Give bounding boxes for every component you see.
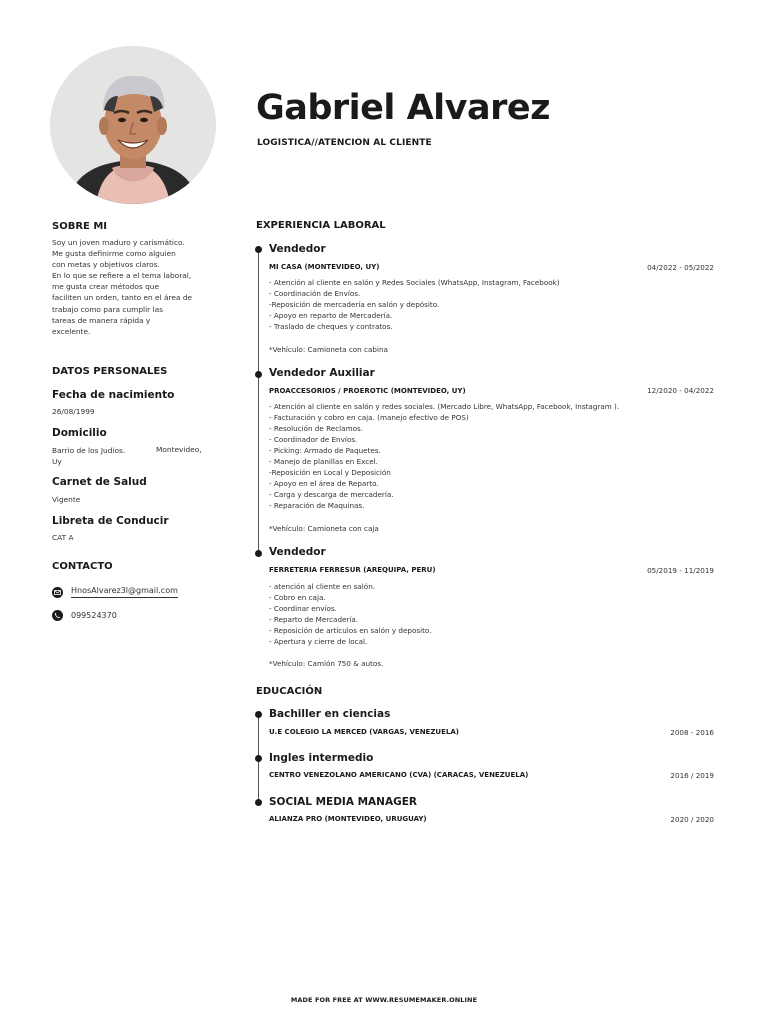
education-dates: 2008 - 2016 [670,728,714,737]
contact-title: CONTACTO [52,561,113,572]
drivers-license-value: CAT A [52,533,74,542]
education-institution: U.E COLEGIO LA MERCED (VARGAS, VENEZUELA) [269,728,459,736]
job-duty: - Facturación y cobro en caja. (manejo efectivo de POS) [269,413,469,422]
job-duty: - Apoyo en reparto de Mercadería. [269,311,393,320]
email-link[interactable]: HnosAlvarez3l@gmail.com [71,586,178,598]
job-duty: -Reposición en Local y Deposición [269,468,391,477]
education-title-item: Ingles intermedio [269,752,374,764]
job-title: Vendedor [269,546,326,558]
about-line: tareas de manera rápida y [52,315,151,325]
job-title: Vendedor Auxiliar [269,367,375,379]
about-line: excelente. [52,326,91,336]
job-company: MI CASA (MONTEVIDEO, UY) [269,263,380,271]
education-title-item: Bachiller en ciencias [269,708,391,720]
timeline-dot [255,711,262,718]
job-vehicle: *Vehículo: Camioneta con caja [269,524,379,533]
timeline-dot [255,246,262,253]
job-duty: - atención al cliente en salón. [269,582,376,591]
domicile-country: Uy [52,457,62,466]
job-duty: - Picking: Armado de Paquetes. [269,446,381,455]
about-text [52,237,222,337]
education-title: EDUCACIÓN [256,686,323,697]
drivers-license-label: Libreta de Conducir [52,515,169,527]
job-duty: - Apertura y cierre de local. [269,637,368,646]
job-duty: - Apoyo en el área de Reparto. [269,479,379,488]
education-dates: 2016 / 2019 [670,771,714,780]
job-duty: - Resolución de Reclamos. [269,424,363,433]
job-duty: - Traslado de cheques y contratos. [269,322,393,331]
job-duties [269,401,619,511]
about-line: Soy un joven maduro y carismático. [52,238,185,247]
job-duty: - Reparto de Mercadería. [269,615,359,624]
about-line: faciliten un orden, tanto en el área de [52,293,193,303]
about-line: En lo que se refiere a el tema laboral, [52,271,192,281]
timeline-dot [255,550,262,557]
job-duties [269,277,560,332]
job-duty: - Atención al cliente en salón y Redes Sociales (WhatsApp, Instagram, Facebook) [269,278,560,287]
job-dates: 04/2022 - 05/2022 [647,263,714,272]
about-line: me gusta crear métodos que [52,282,160,292]
job-duty: - Manejo de planillas en Excel. [269,457,378,466]
domicile-value: Barrio de los Judios. [52,446,126,455]
education-institution: ALIANZA PRO (MONTEVIDEO, URUGUAY) [269,815,427,823]
experience-title: EXPERIENCIA LABORAL [256,220,386,231]
phone-icon [52,610,63,621]
timeline-dot [255,755,262,762]
contact-email [52,586,178,598]
job-duties [269,581,431,647]
job-duty: - Reparación de Maquinas. [269,501,365,510]
about-line: con metas y objetivos claros. [52,260,160,270]
about-title: SOBRE MI [52,221,108,232]
job-dates: 12/2020 - 04/2022 [647,386,714,395]
birth-date-value: 26/08/1999 [52,407,95,416]
job-vehicle: *Vehículo: Camioneta con cabina [269,345,388,354]
education-title-item: SOCIAL MEDIA MANAGER [269,796,417,808]
job-title: Vendedor [269,243,326,255]
health-card-value: Vigente [52,495,81,504]
job-duty: - Coordinación de Envíos. [269,289,361,298]
job-company: FERRETERIA FERRESUR (AREQUIPA, PERU) [269,566,436,574]
about-line: trabajo como para cumplir las [52,304,163,314]
job-duty: -Reposición de mercadería en salón y depósito. [269,300,440,309]
timeline-dot [255,799,262,806]
job-duty: - Coordinador de Envíos. [269,435,358,444]
contact-phone [52,610,117,621]
education-institution: CENTRO VENEZOLANO AMERICANO (CVA) (CARACAS, VENEZUELA) [269,771,529,779]
job-duty: - Atención al cliente en salón y redes sociales. (Mercado Libre, WhatsApp, Facebook, Instagram ). [269,402,620,411]
birth-date-label: Fecha de nacimiento [52,389,175,401]
about-line: Me gusta definirme como alguien [52,249,176,259]
job-duty: - Carga y descarga de mercadería. [269,490,394,499]
candidate-role: LOGISTICA//ATENCION AL CLIENTE [257,138,432,148]
mail-icon [52,587,63,598]
job-duty: - Reposición de artículos en salón y deposito. [269,626,432,635]
personal-data-title: DATOS PERSONALES [52,366,168,377]
job-dates: 05/2019 - 11/2019 [647,566,714,575]
job-company: PROACCESORIOS / PROEROTIC (MONTEVIDEO, UY) [269,387,466,395]
candidate-name: Gabriel Alvarez [256,88,550,128]
profile-photo [50,46,216,204]
education-dates: 2020 / 2020 [670,815,714,824]
timeline-dot [255,371,262,378]
phone-number[interactable]: 099524370 [71,611,117,620]
experience-timeline [258,250,259,550]
health-card-label: Carnet de Salud [52,476,147,488]
domicile-label: Domicilio [52,427,107,439]
job-vehicle: *Vehículo: Camión 750 & autos. [269,659,384,668]
footer-credit: MADE FOR FREE AT WWW.RESUMEMAKER.ONLINE [290,996,478,1004]
domicile-city: Montevideo, [156,445,202,454]
job-duty: - Cobro en caja. [269,593,326,602]
job-duty: - Coordinar envíos. [269,604,337,613]
